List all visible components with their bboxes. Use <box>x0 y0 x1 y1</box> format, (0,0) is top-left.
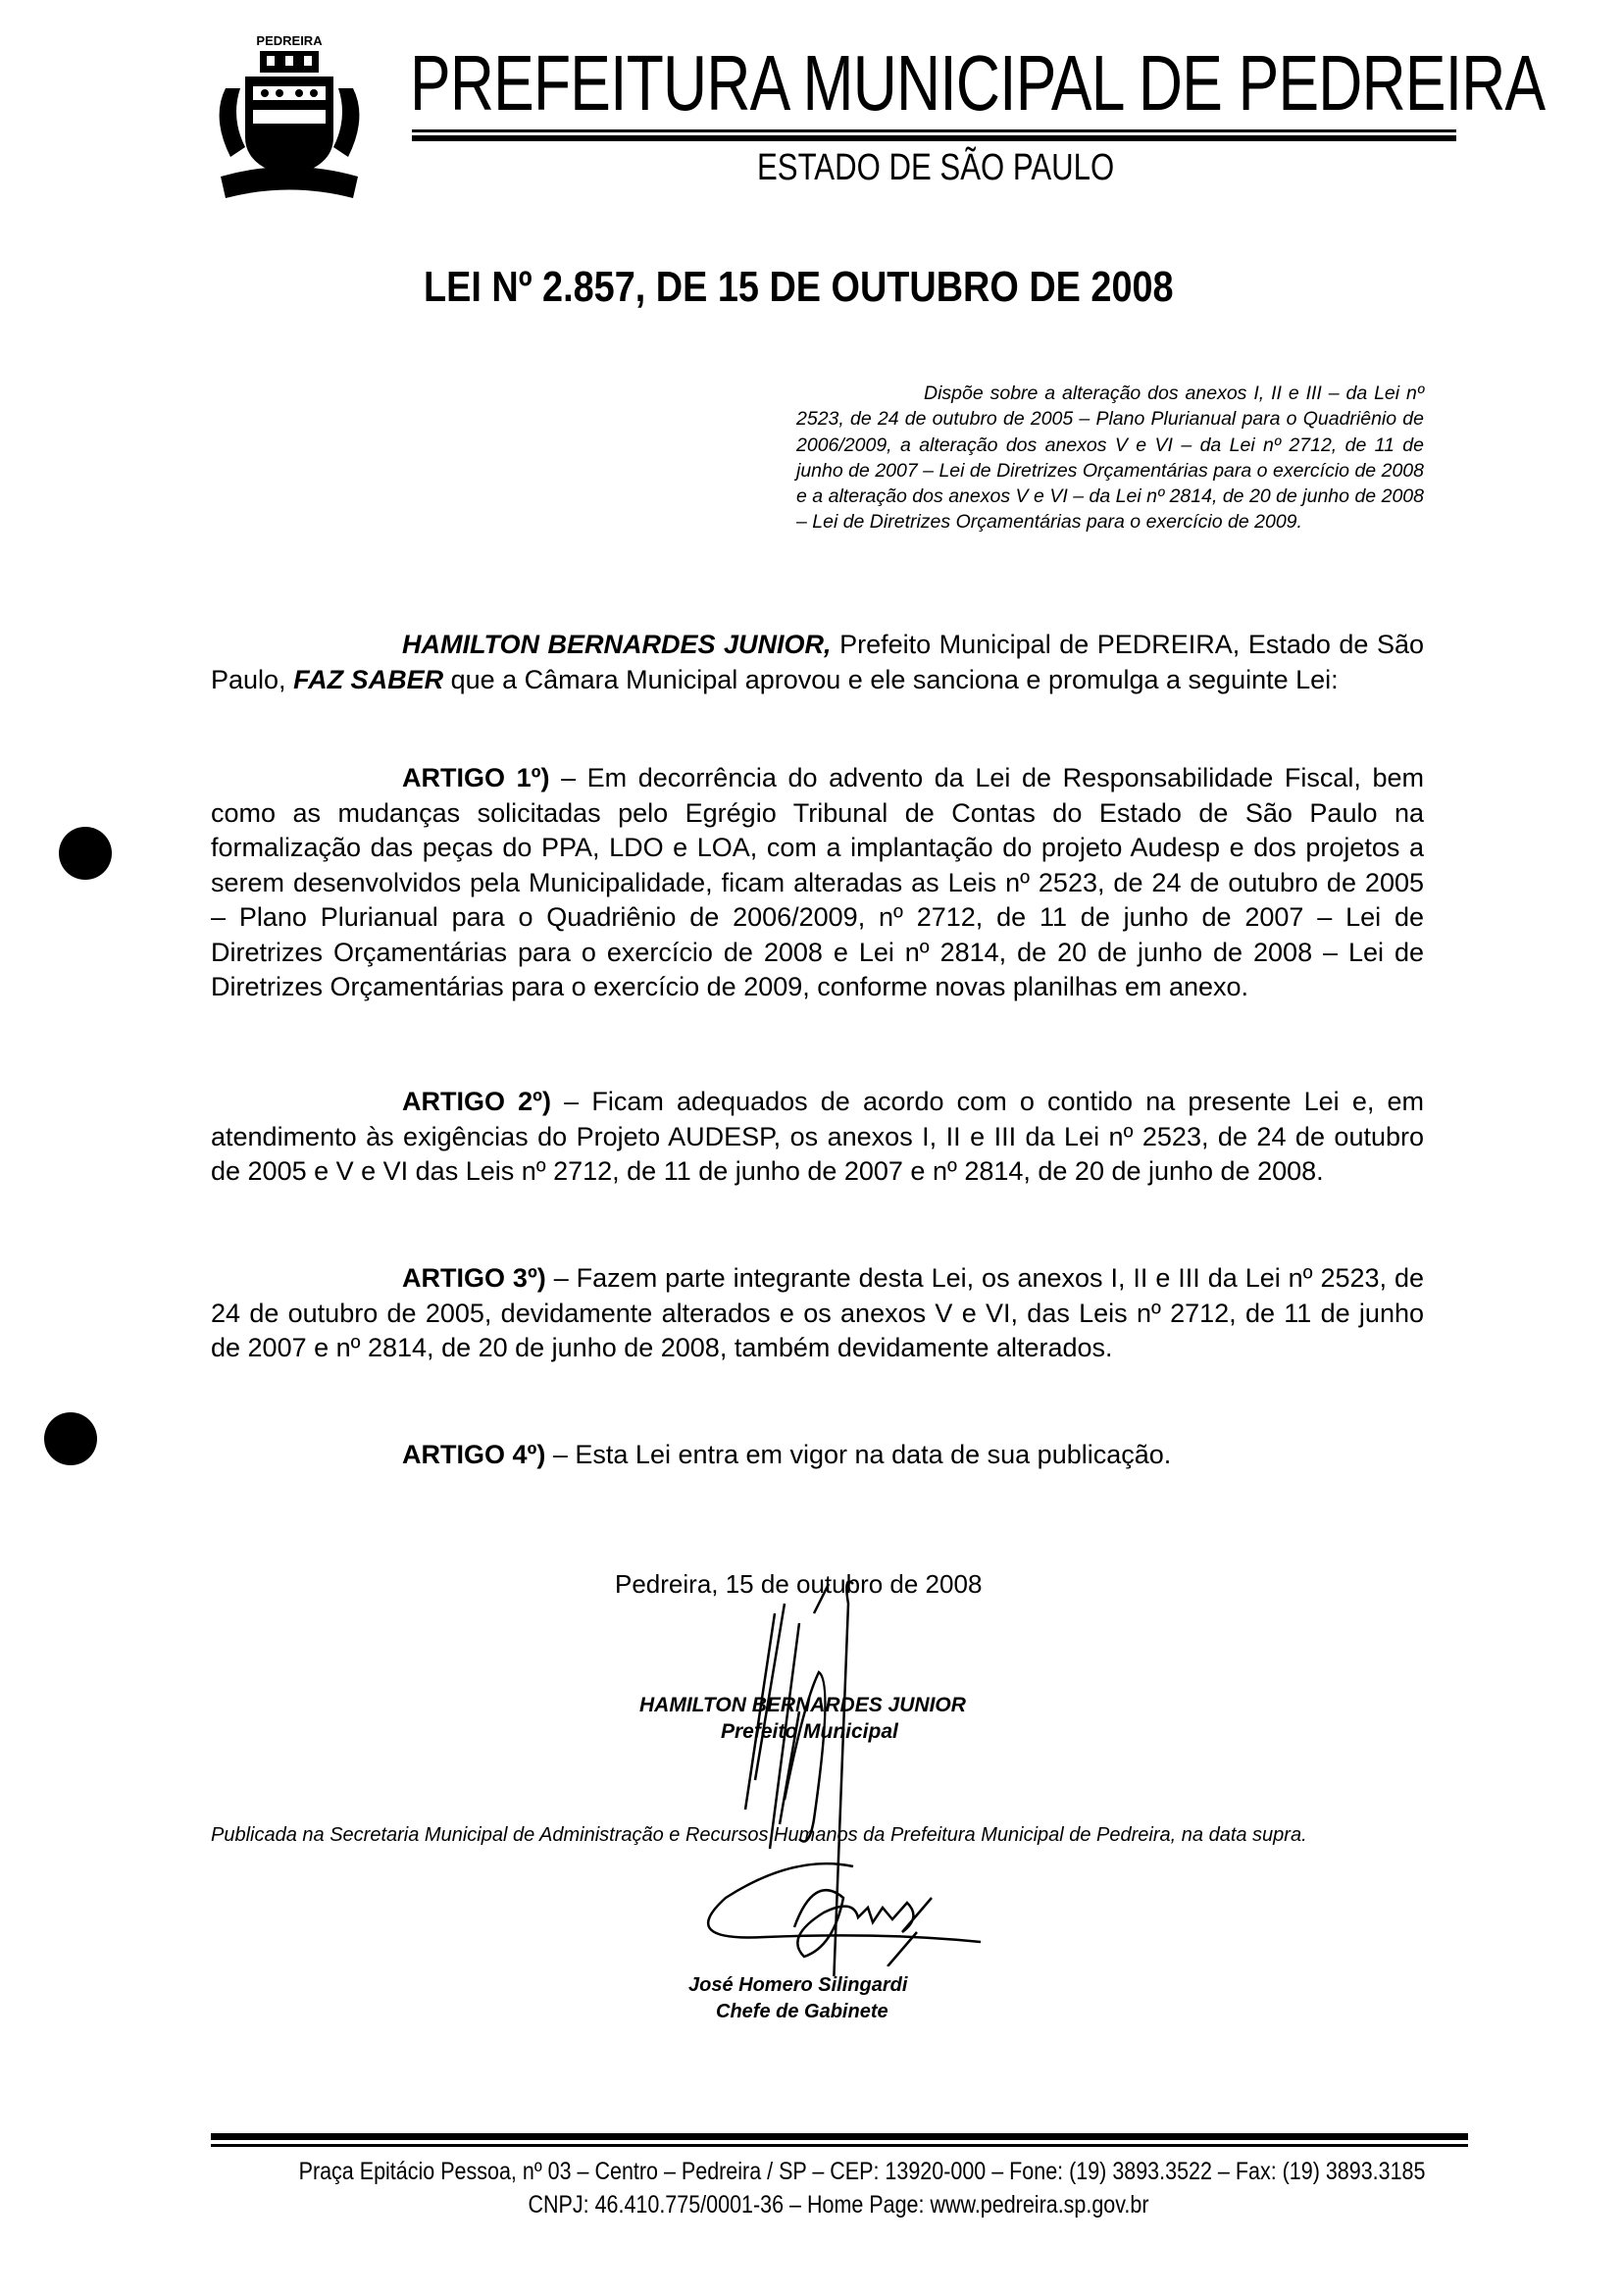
punch-hole-bottom <box>44 1412 97 1465</box>
mayor-signature-role: Prefeito Municipal <box>721 1720 898 1743</box>
article-3 <box>211 1261 1424 1366</box>
article-label: ARTIGO 3º) <box>402 1263 546 1293</box>
article-label: ARTIGO 1º) <box>402 763 550 792</box>
article-4 <box>211 1438 1424 1473</box>
preamble-paragraph <box>211 628 1424 697</box>
header-state: ESTADO DE SÃO PAULO <box>757 147 1115 188</box>
article-label: ARTIGO 4º) <box>402 1440 546 1469</box>
footer-rule-thick <box>211 2133 1468 2140</box>
punch-hole-top <box>59 827 112 880</box>
law-title: LEI Nº 2.857, DE 15 DE OUTUBRO DE 2008 <box>424 263 1174 311</box>
footer-address: Praça Epitácio Pessoa, nº 03 – Centro – Pedreira / SP – CEP: 13920-000 – Fone: (19) 3893.3522 – Fax: (19) 3893.3185 <box>298 2158 1426 2185</box>
place-date: Pedreira, 15 de outubro de 2008 <box>615 1569 983 1599</box>
article-2 <box>211 1085 1424 1190</box>
chief-name: José Homero Silingardi <box>688 1974 908 1996</box>
municipal-crest-logo <box>206 29 373 201</box>
footer-rule-thin <box>211 2144 1468 2147</box>
article-text: – Fazem parte integrante desta Lei, os anexos I, II e III da Lei nº 2523, de 24 de outubro de 2005, devidamente alterados e os anexos V e VI, das Leis nº 2712, de 11 de junho de 2007 e nº 2814, de 20 de junho de 2008, também devidamente alterados. <box>211 1263 1424 1362</box>
chief-handwritten-signature <box>686 1859 1000 1971</box>
law-summary: Dispõe sobre a alteração dos anexos I, II e III – da Lei nº 2523, de 24 de outubro de 2005 – Plano Plurianual para o Quadriênio de 2006/2009, a alteração dos anexos V e VI – da Lei nº 2712, de 11 de junho de 2007 – Lei de Diretrizes Orçamentárias para o exercício de 2008 e a alteração dos anexos V e VI – da Lei nº 2814, de 20 de junho de 2008 – Lei de Diretrizes Orçamentárias para o exercício de 2009. <box>796 383 1424 534</box>
article-text: – Em decorrência do advento da Lei de Responsabilidade Fiscal, bem como as mudanças solicitadas pelo Egrégio Tribunal de Contas do Estado de São Paulo na formalização das peças do PPA, LDO e LOA, com a implantação do projeto Audesp e dos projetos a serem desenvolvidos pela Municipalidade, ficam alteradas as Leis nº 2523, de 24 de outubro de 2005 – Plano Plurianual para o Quadriênio de 2006/2009, nº 2712, de 11 de junho de 2007 – Lei de Diretrizes Orçamentárias para o exercício de 2008 e Lei nº 2814, de 20 de junho de 2008 – Lei de Diretrizes Orçamentárias para o exercício de 2009, conforme novas planilhas em anexo. <box>211 763 1424 1001</box>
mayor-signature-name: HAMILTON BERNARDES JUNIOR <box>639 1694 966 1716</box>
header-rule-thick <box>412 135 1456 141</box>
mayor-name-inline: HAMILTON BERNARDES JUNIOR, <box>402 630 832 659</box>
svg-text:PEDREIRA: PEDREIRA <box>256 33 323 48</box>
article-1 <box>211 761 1424 1005</box>
header-rule-thin <box>412 129 1456 132</box>
article-label: ARTIGO 2º) <box>402 1087 552 1116</box>
footer-cnpj: CNPJ: 46.410.775/0001-36 – Home Page: www.pedreira.sp.gov.br <box>528 2191 1149 2219</box>
chief-role: Chefe de Gabinete <box>716 2001 888 2022</box>
publication-note: Publicada na Secretaria Municipal de Administração e Recursos Humanos da Prefeitura Municipal de Pedreira, na data supra. <box>211 1824 1307 1846</box>
faz-saber: FAZ SABER <box>293 664 444 694</box>
article-text: – Esta Lei entra em vigor na data de sua publicação. <box>545 1440 1172 1469</box>
preamble-text-2: que a Câmara Municipal aprovou e ele sanciona e promulga a seguinte Lei: <box>443 664 1339 694</box>
article-text: – Ficam adequados de acordo com o contido na presente Lei e, em atendimento às exigências do Projeto AUDESP, os anexos I, II e III da Lei nº 2523, de 24 de outubro de 2005 e V e VI das Leis nº 2712, de 11 de junho de 2007 e nº 2814, de 20 de junho de 2008. <box>211 1087 1425 1186</box>
header-title: PREFEITURA MUNICIPAL DE PEDREIRA <box>410 39 1546 127</box>
preamble-text-1: Prefeito Municipal de PEDREIRA, Estado de São Paulo, <box>211 630 1424 694</box>
